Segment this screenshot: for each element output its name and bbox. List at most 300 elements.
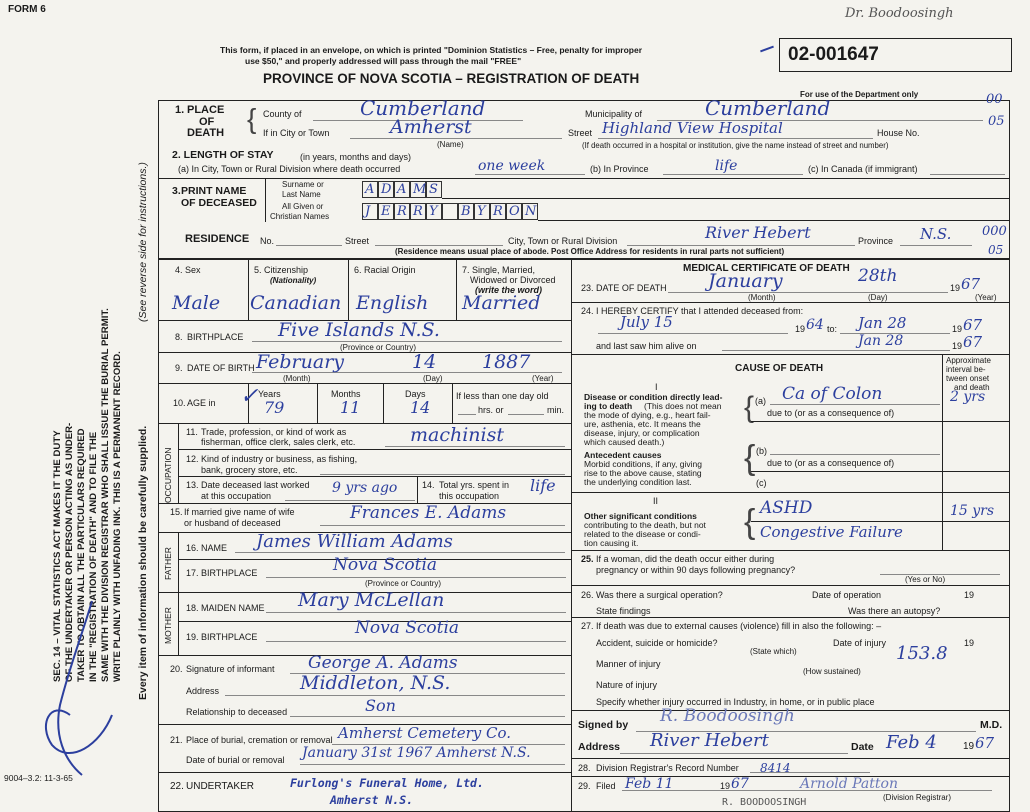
trade-label-2: fisherman, office clerk, sales clerk, etc. (201, 437, 356, 447)
name-label-1: PRINT NAME (181, 185, 247, 197)
operation-year: 19 (964, 590, 975, 600)
cause-b-marker: (b) (756, 446, 767, 456)
stay-c-label: (c) In Canada (if immigrant) (808, 164, 918, 174)
municipality-value: Cumberland (705, 96, 831, 120)
rule-after-23 (571, 302, 1010, 303)
given-box-10 (506, 203, 522, 220)
surname-label-2: Last Name (282, 190, 321, 199)
street-value: Highland View Hospital (602, 119, 783, 137)
given-letter: J (365, 204, 371, 219)
other-conditions-label-3: related to the disease or condi- (584, 529, 701, 539)
street-note: (If death occurred in a hospital or institution, give the name instead of street and number) (582, 141, 889, 150)
age-less-label: If less than one day old (456, 391, 549, 401)
cause-title: CAUSE OF DEATH (735, 363, 824, 374)
racial-value: English (356, 292, 429, 314)
surgery-label: Was there a surgical operation? (596, 590, 723, 600)
birthplace-num: 8. (175, 332, 183, 342)
side-line-5: SAME WITH THE DIVISION REGISTRAR WHO SHALL ISSUE THE BURIAL PERMIT. (100, 308, 111, 682)
filed-label: Filed (596, 781, 616, 791)
birthplace-value: Five Islands N.S. (278, 319, 440, 341)
place-num: 1. (175, 104, 185, 116)
rule-after-a (751, 421, 1010, 422)
signed-value: R. Boodoosingh (660, 706, 795, 726)
department-code-1: 00 (986, 92, 1003, 107)
industry-line (320, 474, 565, 475)
residence-province-value: N.S. (920, 225, 952, 243)
spouse-label-2: or husband of deceased (184, 518, 281, 528)
death-day-hint: (Day) (868, 293, 888, 302)
spouse-num: 15. (170, 507, 183, 517)
part-two-marker: II (653, 496, 659, 506)
stay-a-value: one week (478, 158, 546, 174)
department-use-label: For use of the Department only (800, 90, 919, 99)
interval-label-1: Approximate (946, 356, 991, 365)
birthplace-hint: (Province or Country) (340, 343, 417, 352)
citizenship-hint: (Nationality) (270, 276, 317, 285)
mother-side-label: MOTHER (163, 607, 173, 644)
trade-num: 11. (186, 427, 198, 437)
mother-birthplace-label: BIRTHPLACE (201, 632, 258, 642)
pen-scrawl (30, 595, 130, 795)
burial-date-value: January 31st 1967 Amherst N.S. (302, 745, 531, 761)
given-box-5 (426, 203, 442, 220)
col-divider-3 (456, 258, 457, 320)
total-years-value: life (530, 476, 556, 495)
department-code-2: 05 (988, 114, 1005, 129)
last-saw-year: 67 (963, 333, 983, 351)
given-box-9 (490, 203, 506, 220)
side-line-8: (See reverse side for instructions.) (137, 162, 149, 322)
cause-brace-3: { (744, 503, 756, 541)
last-worked-divider (417, 476, 418, 503)
col-divider-2 (348, 258, 349, 320)
given-letter: B (461, 204, 471, 219)
antecedent-label-1: Antecedent causes (584, 450, 662, 460)
direct-cause-label-1: Disease or condition directly lead- (584, 392, 723, 402)
certify-num: 24. (581, 306, 594, 316)
given-box-6 (442, 203, 458, 220)
total-years-num: 14. (422, 480, 435, 490)
findings-label: State findings (596, 606, 651, 616)
informant-relationship-label: Relationship to deceased (186, 707, 288, 717)
burial-date-line (300, 764, 565, 765)
undertaker-stamp: Furlong's Funeral Home, Ltd. (290, 776, 484, 790)
given-box-1 (362, 203, 378, 220)
given-letter: R (397, 204, 407, 219)
given-letter: R (413, 204, 423, 219)
name-divider (265, 178, 266, 222)
informant-sig-value: George A. Adams (308, 653, 458, 673)
other-conditions-label-2: contributing to the death, but not (584, 520, 706, 530)
age-label: AGE in (187, 398, 216, 408)
md-label: M.D. (980, 719, 1003, 731)
age-num: 10. (173, 398, 186, 408)
informant-sig-label: Signature of informant (186, 664, 275, 674)
father-birthplace-num: 17. (186, 568, 199, 578)
form-number: FORM 6 (8, 4, 46, 15)
age-days: 14 (410, 398, 431, 417)
cause-a-interval: 2 yrs (950, 389, 986, 405)
direct-cause-label-3: (This does not mean (644, 401, 722, 411)
father-name-value: James William Adams (256, 531, 453, 552)
name-top-rule (158, 178, 1010, 179)
yes-no-hint: (Yes or No) (905, 575, 946, 584)
given-label-1: All Given or (282, 202, 324, 211)
age-check: ✓ (240, 384, 259, 409)
certify-to-year-prefix: 19 (952, 324, 963, 334)
last-saw-line (722, 350, 950, 351)
injury-year: 19 (964, 638, 975, 648)
burial-date-label: Date of burial or removal (186, 755, 285, 765)
county-label: County of (263, 109, 302, 119)
last-worked-line (285, 500, 415, 501)
record-label: Division Registrar's Record Number (596, 763, 739, 773)
age-hrs-label: hrs. or (478, 405, 504, 415)
dob-num: 9. (175, 363, 183, 373)
age-months: 11 (340, 398, 361, 417)
total-years-label-2: this occupation (439, 491, 500, 501)
antecedent-label-2: Morbid conditions, if any, giving (584, 459, 702, 469)
mother-birthplace-num: 19. (186, 632, 199, 642)
place-label-1: PLACE (187, 104, 225, 116)
last-worked-value: 9 yrs ago (332, 480, 398, 496)
antecedent-label-4: the underlying condition last. (584, 477, 692, 487)
specify-label: Specify whether injury occurred in Industry, in home, or in public place (596, 697, 875, 707)
given-box-4 (410, 203, 426, 220)
woman-num: 25. (581, 554, 594, 564)
nature-label: Nature of injury (596, 680, 658, 690)
cause-a-value: Ca of Colon (782, 384, 883, 404)
death-date-day: 28th (858, 266, 898, 286)
mother-name-label: MAIDEN NAME (201, 603, 265, 613)
death-date-year-prefix: 19 (950, 283, 961, 293)
surname-box-4 (410, 181, 426, 198)
filed-date: Feb 11 (625, 776, 674, 792)
footer-stamp: R. BOODOOSINGH (722, 797, 807, 808)
age-min-line (508, 414, 544, 415)
registrar-hint: (Division Registrar) (883, 793, 952, 802)
residence-city-label: City, Town or Rural Division (508, 236, 618, 246)
dob-label: DATE OF BIRTH (187, 363, 255, 373)
industry-num: 12. (186, 454, 199, 464)
age-div-3 (383, 383, 384, 423)
father-name-label: NAME (201, 543, 228, 553)
rule-after-c (571, 492, 1010, 493)
age-years-label: Years (258, 389, 281, 399)
burial-place-value: Amherst Cemetery Co. (338, 724, 512, 742)
burial-num: 21. (170, 735, 183, 745)
surname-letter: A (397, 182, 407, 197)
house-label: House No. (877, 128, 920, 138)
city-name-hint: (Name) (437, 140, 464, 149)
certify-to-year: 67 (963, 316, 983, 334)
accident-label: Accident, suicide or homicide? (596, 638, 718, 648)
county-value: Cumberland (360, 96, 486, 120)
residence-note: (Residence means usual place of abode. Post Office Address for residents in rural parts not sufficient) (395, 247, 785, 256)
interval-label-4: and death (954, 383, 990, 392)
rule-after-25 (571, 585, 1010, 586)
cause-brace-2: { (744, 439, 756, 477)
father-province-hint: (Province or Country) (365, 579, 442, 588)
stay-a-line (475, 174, 585, 175)
death-date-num: 23. (581, 283, 594, 293)
rule-after-b (751, 471, 1010, 472)
dob-month-hint: (Month) (283, 374, 311, 383)
envelope-notice-line2: use $50," and properly addressed will pass through the mail "FREE" (245, 56, 522, 66)
rule-after-12 (178, 476, 572, 477)
given-box-11 (522, 203, 538, 220)
given-box-8 (474, 203, 490, 220)
registration-number: 02-001647 (788, 44, 879, 65)
citizenship-label: 5. Citizenship (254, 265, 309, 275)
street-label: Street (568, 128, 593, 138)
death-date-month: January (708, 270, 783, 292)
place-brace: { (247, 103, 257, 134)
father-side-label: FATHER (163, 547, 173, 580)
woman-label-2: pregnancy or within 90 days following pregnancy? (596, 565, 796, 575)
rule-after-26 (571, 617, 1010, 618)
due-to-label-2: due to (or as a consequence of) (767, 458, 895, 468)
residence-city-value: River Hebert (705, 223, 811, 242)
residence-code-2: 05 (988, 243, 1004, 257)
record-num: 28. (578, 763, 591, 773)
envelope-notice-line1: This form, if placed in an envelope, on which is printed "Dominion Statistics – Free, penalty for improper (220, 45, 643, 55)
surname-box-1 (362, 181, 378, 198)
last-worked-label-2: at this occupation (201, 491, 272, 501)
residence-no-line (276, 245, 342, 246)
last-saw-year-prefix: 19 (952, 341, 963, 351)
surname-letter: S (429, 182, 438, 197)
other-condition-2: Congestive Failure (760, 523, 903, 541)
dob-day: 14 (412, 351, 437, 373)
rule-after-10 (158, 423, 572, 424)
corner-note: Dr. Boodoosingh (845, 6, 954, 21)
given-box-7 (458, 203, 474, 220)
registrar-signature: Arnold Patton (800, 776, 898, 792)
surname-box-3 (394, 181, 410, 198)
marital-label-3: (write the word) (475, 285, 542, 295)
certify-label: I HEREBY CERTIFY that I attended deceased from: (596, 306, 804, 316)
dob-year: 1887 (482, 351, 531, 373)
injury-date-label: Date of injury (833, 638, 887, 648)
age-hrs-line (458, 414, 476, 415)
how-sustained-hint: (How sustained) (803, 667, 861, 676)
surgery-num: 26. (581, 590, 594, 600)
external-label: If death was due to external causes (violence) fill in also the following: – (596, 621, 882, 631)
death-year-hint: (Year) (975, 293, 997, 302)
residence-province-line (900, 245, 972, 246)
place-label-2: OF (199, 116, 215, 128)
rule-after-ii (571, 550, 1010, 551)
death-month-hint: (Month) (748, 293, 776, 302)
given-letter: N (525, 204, 537, 219)
filed-year-prefix: 19 (720, 781, 731, 791)
side-line-1: SEC. 14 – VITAL STATISTICS ACT MAKES IT THE DUTY (52, 430, 63, 682)
father-birthplace-value: Nova Scotia (333, 555, 438, 575)
col-divider-1 (248, 258, 249, 320)
filed-num: 29. (578, 781, 591, 791)
direct-cause-label-5: ure, asthenia, etc. It means the (584, 419, 701, 429)
other-condition-1: ASHD (760, 498, 813, 518)
doctor-address-label: Address (578, 741, 621, 753)
state-which-hint: (State which) (750, 647, 797, 656)
age-years: 79 (264, 398, 285, 417)
age-div-2 (317, 383, 318, 423)
death-date-line (668, 292, 948, 293)
residence-province-label: Province (858, 236, 894, 246)
burial-place-label: Place of burial, cremation or removal (186, 735, 333, 745)
surname-box-2 (378, 181, 394, 198)
last-worked-num: 13. (186, 480, 199, 490)
occupation-divider (178, 423, 179, 503)
surname-letter: D (381, 182, 392, 197)
age-div-4 (452, 383, 453, 423)
autopsy-label: Was there an autopsy? (848, 606, 941, 616)
undertaker-num: 22. (170, 781, 184, 792)
doctor-address-value: River Hebert (650, 730, 769, 751)
residence-city-line (627, 245, 855, 246)
given-letter: O (509, 204, 520, 219)
informant-address-value: Middleton, N.S. (300, 672, 451, 694)
doctor-address-line (620, 753, 848, 754)
side-line-4: IN THE "REGISTRATION OF DEATH" AND TO FILE THE (88, 431, 99, 682)
stay-a-label: (a) In City, Town or Rural Division where death occurred (178, 164, 401, 174)
cause-brace-1: { (744, 391, 755, 424)
rule-after-9 (158, 383, 572, 384)
certify-from-year: 64 (806, 317, 824, 333)
stay-c-line (930, 174, 1005, 175)
external-num: 27. (581, 621, 594, 631)
marital-label-1: 7. Single, Married, (462, 265, 536, 275)
cause-b-line (770, 454, 940, 455)
citizenship-value: Canadian (250, 292, 342, 314)
spouse-value: Frances E. Adams (350, 503, 507, 523)
city-value: Amherst (390, 116, 472, 138)
municipality-label: Municipality of (585, 109, 643, 119)
name-num: 3. (172, 185, 181, 197)
given-letter: E (381, 204, 391, 219)
rule-after-21 (158, 772, 572, 773)
undertaker-label: UNDERTAKER (186, 781, 254, 792)
undertaker-city: Amherst N.S. (330, 793, 414, 807)
given-box-2 (378, 203, 394, 220)
direct-cause-label-7: which caused death.) (584, 437, 665, 447)
woman-label-1: If a woman, did the death occur either during (596, 554, 775, 564)
last-saw-label: and last saw him alive on (596, 341, 697, 351)
stay-b-line (663, 174, 803, 175)
direct-cause-label-4: the mode of dying, e.g., heart fail- (584, 410, 711, 420)
medical-title: MEDICAL CERTIFICATE OF DEATH (683, 263, 850, 274)
father-divider (178, 532, 179, 592)
cause-a-line (770, 404, 940, 405)
side-line-3: TAKER TO OBTAIN ALL THE PARTICULARS REQUIRED (76, 428, 87, 682)
injury-code: 153.8 (896, 643, 948, 664)
age-months-label: Months (331, 389, 361, 399)
sex-label: 4. Sex (175, 265, 201, 275)
marital-label-2: Widowed or Divorced (470, 275, 556, 285)
mother-name-num: 18. (186, 603, 199, 613)
given-letter: Y (429, 204, 438, 219)
side-line-6: WRITE PLAINLY WITH UNFADING INK. THIS IS A PERMANENT RECORD. (112, 351, 123, 682)
marital-value: Married (462, 292, 541, 314)
occupation-side-label: OCCUPATION (163, 447, 173, 503)
surname-extension (442, 198, 1010, 199)
age-min-label: min. (547, 405, 565, 415)
mother-divider (178, 592, 179, 655)
given-box-3 (394, 203, 410, 220)
street-line (598, 138, 873, 139)
given-extension (538, 220, 1010, 221)
residence-street-label: Street (345, 236, 370, 246)
residence-no-label: No. (260, 236, 275, 246)
spouse-line (320, 525, 565, 526)
sign-date-value: Feb 4 (886, 732, 937, 753)
stay-b-value: life (715, 158, 738, 174)
residence-street-line (375, 245, 503, 246)
rule-after-11 (178, 449, 572, 450)
racial-label: 6. Racial Origin (354, 265, 416, 275)
registration-number-box (779, 38, 1012, 72)
print-code: 9004–3.2: 11-3-65 (4, 773, 73, 783)
father-birthplace-label: BIRTHPLACE (201, 568, 258, 578)
last-worked-label-1: Date deceased last worked (201, 480, 310, 490)
rule-after-signed (571, 758, 1010, 759)
informant-relationship-value: Son (365, 696, 396, 715)
place-label-3: DEATH (187, 127, 225, 139)
residence-code-1: 000 (982, 224, 1007, 239)
reg-dash (760, 46, 774, 53)
sign-date-label: Date (851, 741, 874, 753)
antecedent-label-3: rise to the above cause, stating (584, 468, 702, 478)
sign-year: 67 (975, 734, 995, 752)
direct-cause-label-2: ing to death (584, 401, 633, 411)
last-saw-date: Jan 28 (858, 333, 904, 349)
rule-after-24 (571, 354, 1010, 355)
surname-letter: M (413, 182, 427, 197)
father-name-num: 16. (186, 543, 199, 553)
certify-from-line (598, 333, 788, 334)
spouse-label-1: If married give name of wife (184, 507, 295, 517)
dob-month: February (256, 351, 345, 373)
stay-label: 2. LENGTH OF STAY (172, 149, 274, 161)
page-title: PROVINCE OF NOVA SCOTIA – REGISTRATION OF DEATH (263, 71, 640, 86)
part-one-marker: I (655, 382, 658, 392)
certify-from-date: July 15 (620, 313, 673, 331)
certify-from-year-prefix: 19 (795, 324, 806, 334)
certify-to-label: to: (827, 324, 838, 334)
city-label: If in City or Town (263, 128, 330, 138)
trade-label-1: Trade, profession, or kind of work as (201, 427, 347, 437)
other-conditions-label-4: tion causing it. (584, 538, 639, 548)
city-line (350, 138, 562, 139)
surname-label-1: Surname or (282, 180, 324, 189)
direct-cause-label-6: disease, injury, or complication (584, 428, 700, 438)
total-years-label-1: Total yrs. spent in (439, 480, 510, 490)
industry-label-1: Kind of industry or business, as fishing, (201, 454, 358, 464)
birthplace-line (252, 341, 562, 342)
father-birthplace-line (266, 577, 566, 578)
given-label-2: Christian Names (270, 212, 330, 221)
industry-label-2: bank, grocery store, etc. (201, 465, 298, 475)
trade-line (385, 446, 565, 447)
mother-name-value: Mary McLellan (298, 589, 445, 611)
death-date-year: 67 (961, 275, 981, 293)
mother-birthplace-value: Nova Scotia (355, 618, 460, 638)
record-value: 8414 (760, 761, 791, 775)
interval-label-2: interval be- (946, 365, 986, 374)
certify-to-date: Jan 28 (858, 314, 907, 332)
father-name-line (235, 552, 565, 553)
